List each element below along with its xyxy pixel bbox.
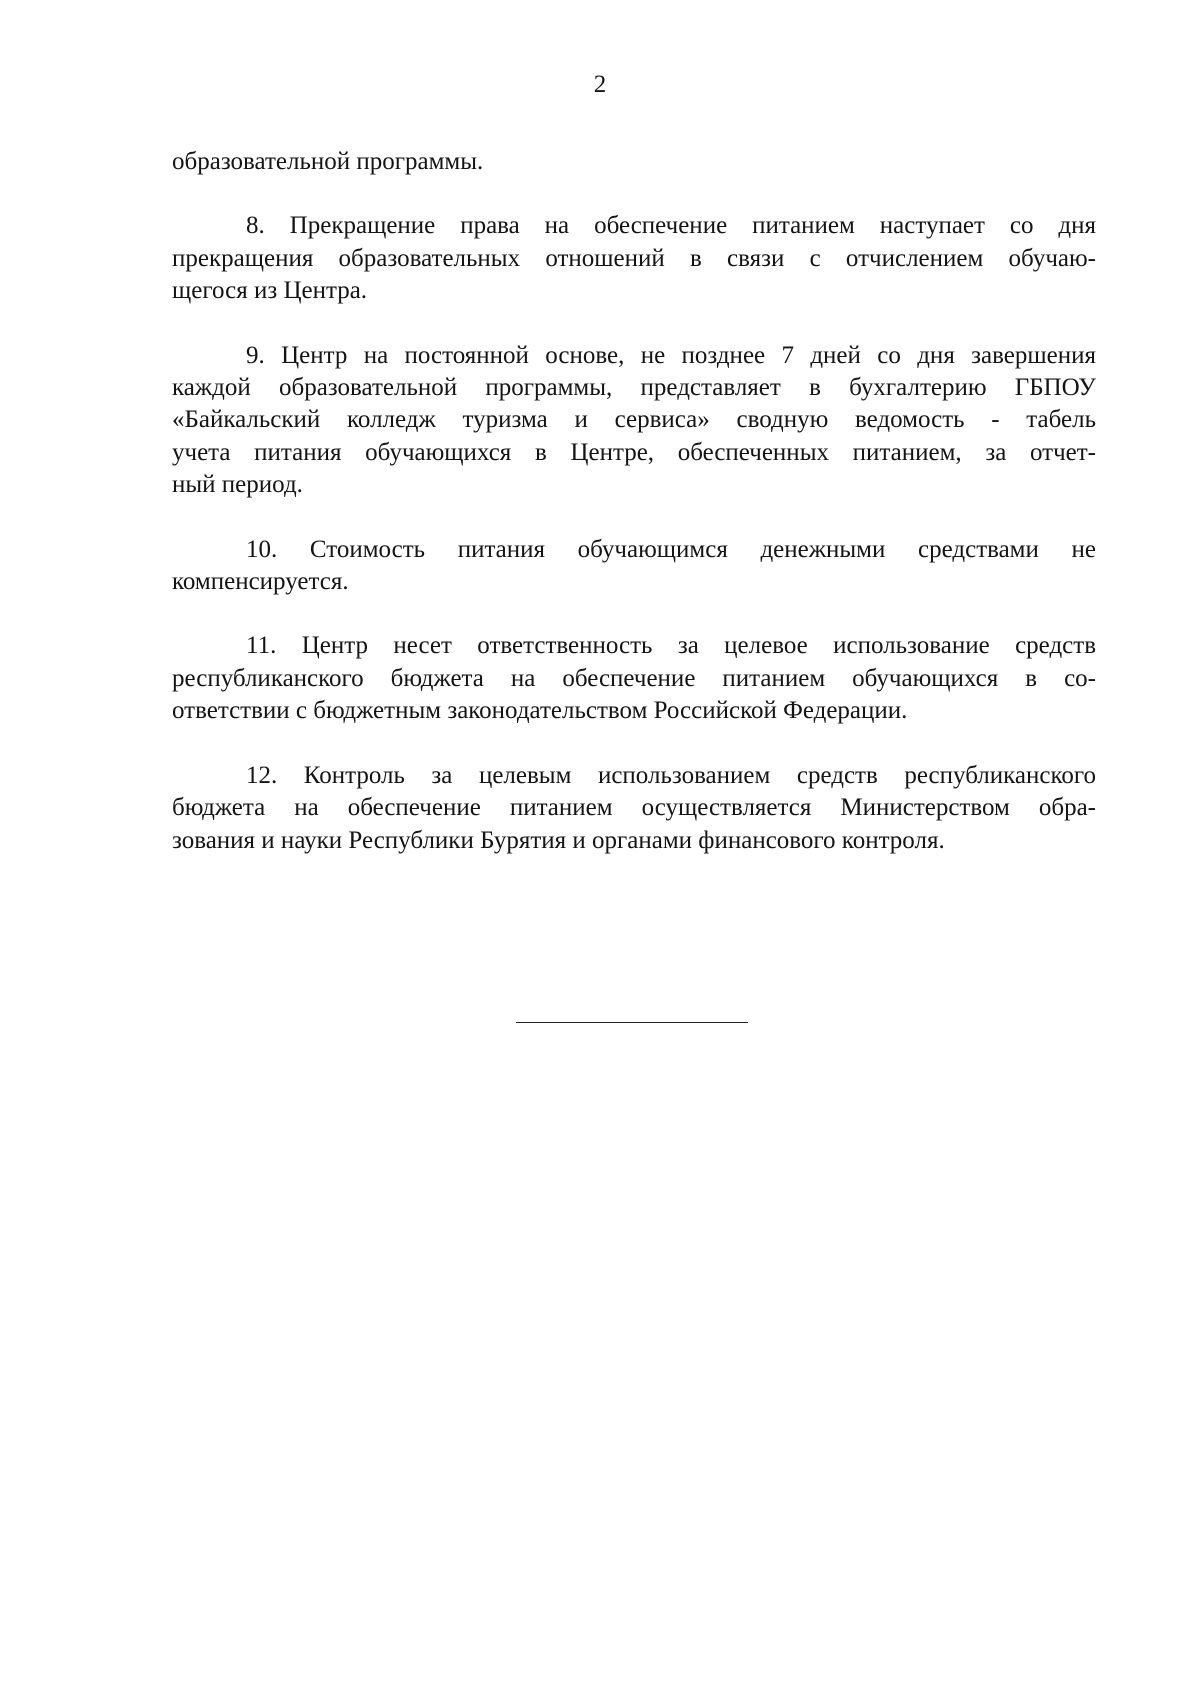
paragraph-continuation — [172, 146, 1096, 178]
text-line: бюджета на обеспечение питанием осуществляется Министерством обра- — [172, 794, 1096, 822]
text-line: 11. Центр несет ответственность за целевое использование средств — [246, 632, 1096, 660]
paragraph-item-10 — [172, 534, 1096, 599]
text-line: зования и науки Республики Бурятия и органами финансового контроля. — [172, 826, 945, 854]
text-line: 12. Контроль за целевым использованием средств республиканского — [246, 761, 1096, 789]
text-line: 9. Центр на постоянной основе, не позднее 7 дней со дня завершения — [246, 341, 1096, 369]
text-line: прекращения образовательных отношений в связи с отчислением обучаю- — [172, 244, 1096, 272]
text-line: ный период. — [172, 471, 303, 499]
text-line: компенсируется. — [172, 568, 349, 596]
text-line: каждой образовательной программы, представляет в бухгалтерию ГБПОУ — [172, 374, 1096, 402]
text-line: щегося из Центра. — [172, 277, 368, 305]
document-body — [172, 146, 1096, 889]
text-line: 8. Прекращение права на обеспечение питанием наступает со дня — [246, 212, 1096, 240]
page-number: 2 — [593, 71, 607, 98]
text-line: «Байкальский колледж туризма и сервиса» сводную ведомость - табель — [172, 406, 1096, 434]
text-line: 10. Стоимость питания обучающимся денежными средствами не — [246, 535, 1096, 563]
text-line: республиканского бюджета на обеспечение питанием обучающихся в со- — [172, 664, 1096, 692]
end-of-document-rule — [516, 1022, 748, 1023]
text-line: учета питания обучающихся в Центре, обеспеченных питанием, за отчет- — [172, 438, 1096, 466]
text-line: ответствии с бюджетным законодательством Российской Федерации. — [172, 697, 908, 725]
paragraph-item-12 — [172, 760, 1096, 857]
paragraph-item-11 — [172, 630, 1096, 727]
paragraph-item-9 — [172, 340, 1096, 502]
paragraph-item-8 — [172, 210, 1096, 307]
text-line: образовательной программы. — [172, 148, 484, 175]
